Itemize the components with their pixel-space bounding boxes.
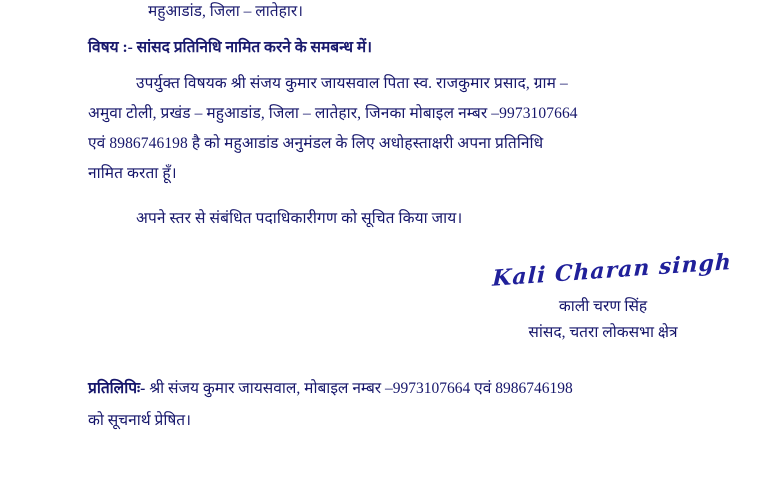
document-body: [88, 0, 688, 234]
subject-line: विषय :- सांसद प्रतिनिधि नामित करने के समबन्ध में।: [88, 38, 372, 56]
paragraph-main: [88, 69, 670, 190]
paragraph-main-line-1: उपर्युक्त विषयक श्री संजय कुमार जायसवाल पिता स्व. राजकुमार प्रसाद, ग्राम –: [136, 74, 568, 92]
copy-to-text: श्री संजय कुमार जायसवाल, मोबाइल नम्बर –9973107664 एवं 8986746198: [145, 380, 573, 397]
signer-name: काली चरण सिंह: [558, 298, 648, 315]
copy-to-line-2: को सूचनार्थ प्रेषित।: [88, 412, 192, 430]
paragraph-main-line-3: एवं 8986746198 है को महुआडांड अनुमंडल के लिए अधोहस्ताक्षरी अपना प्रतिनिधि: [88, 135, 544, 153]
signer-designation: सांसद, चतरा लोकसभा क्षेत्र: [528, 324, 678, 341]
signature-block: [478, 248, 733, 342]
address-line: महुआडांड, जिला – लातेहार।: [148, 3, 304, 20]
copy-to-label: प्रतिलिपिः-: [88, 380, 146, 397]
paragraph-main-line-2: अमुवा टोली, प्रखंड – महुआडांड, जिला – लातेहार, जिनका मोबाइल नम्बर –9973107664: [88, 105, 578, 123]
copy-to-line-1: [88, 374, 708, 404]
handwritten-signature: Kali Charan singh: [491, 248, 733, 292]
paragraph-secondary-line-1: अपने स्तर से संबंधित पदाधिकारीगण को सूचित किया जाय।: [136, 209, 463, 227]
copy-to-block: [88, 374, 708, 436]
paragraph-main-line-4: नामित करता हूँ।: [88, 165, 177, 183]
paragraph-secondary: [88, 204, 688, 234]
